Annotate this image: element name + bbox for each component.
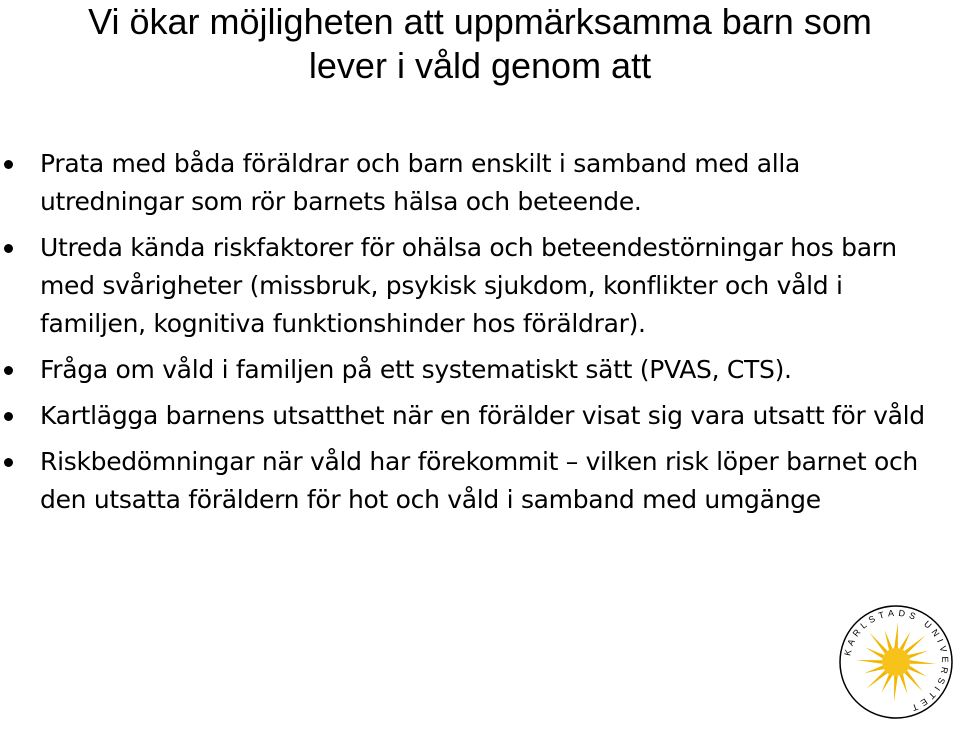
title-line-2: lever i våld genom att (308, 45, 652, 86)
logo-text: KARLSTADS UNIVERSITET (842, 607, 951, 715)
bullet-list (0, 145, 960, 527)
sun-icon (838, 604, 954, 720)
bullet-item: Riskbedömningar när våld har förekommit – vilken risk löper barnet och den utsatta föräldern för hot och våld i samband med umgänge (0, 443, 960, 519)
karlstads-universitet-logo (838, 604, 954, 720)
bullet-item: Kartlägga barnens utsatthet när en förälder visat sig vara utsatt för våld (0, 397, 960, 435)
bullet-item: Utreda kända riskfaktorer för ohälsa och beteendestörningar hos barn med svårigheter (missbruk, psykisk sjukdom, konflikter och våld i familjen, kognitiva funktionshinder hos föräldrar). (0, 229, 960, 343)
bullet-item: Prata med båda föräldrar och barn enskilt i samband med alla utredningar som rör barnets hälsa och beteende. (0, 145, 960, 221)
sun-core (882, 648, 910, 676)
bullet-item: Fråga om våld i familjen på ett systematiskt sätt (PVAS, CTS). (0, 351, 960, 389)
title-line-1: Vi ökar möjligheten att uppmärksamma barn som (88, 1, 872, 42)
slide-title (20, 0, 940, 88)
